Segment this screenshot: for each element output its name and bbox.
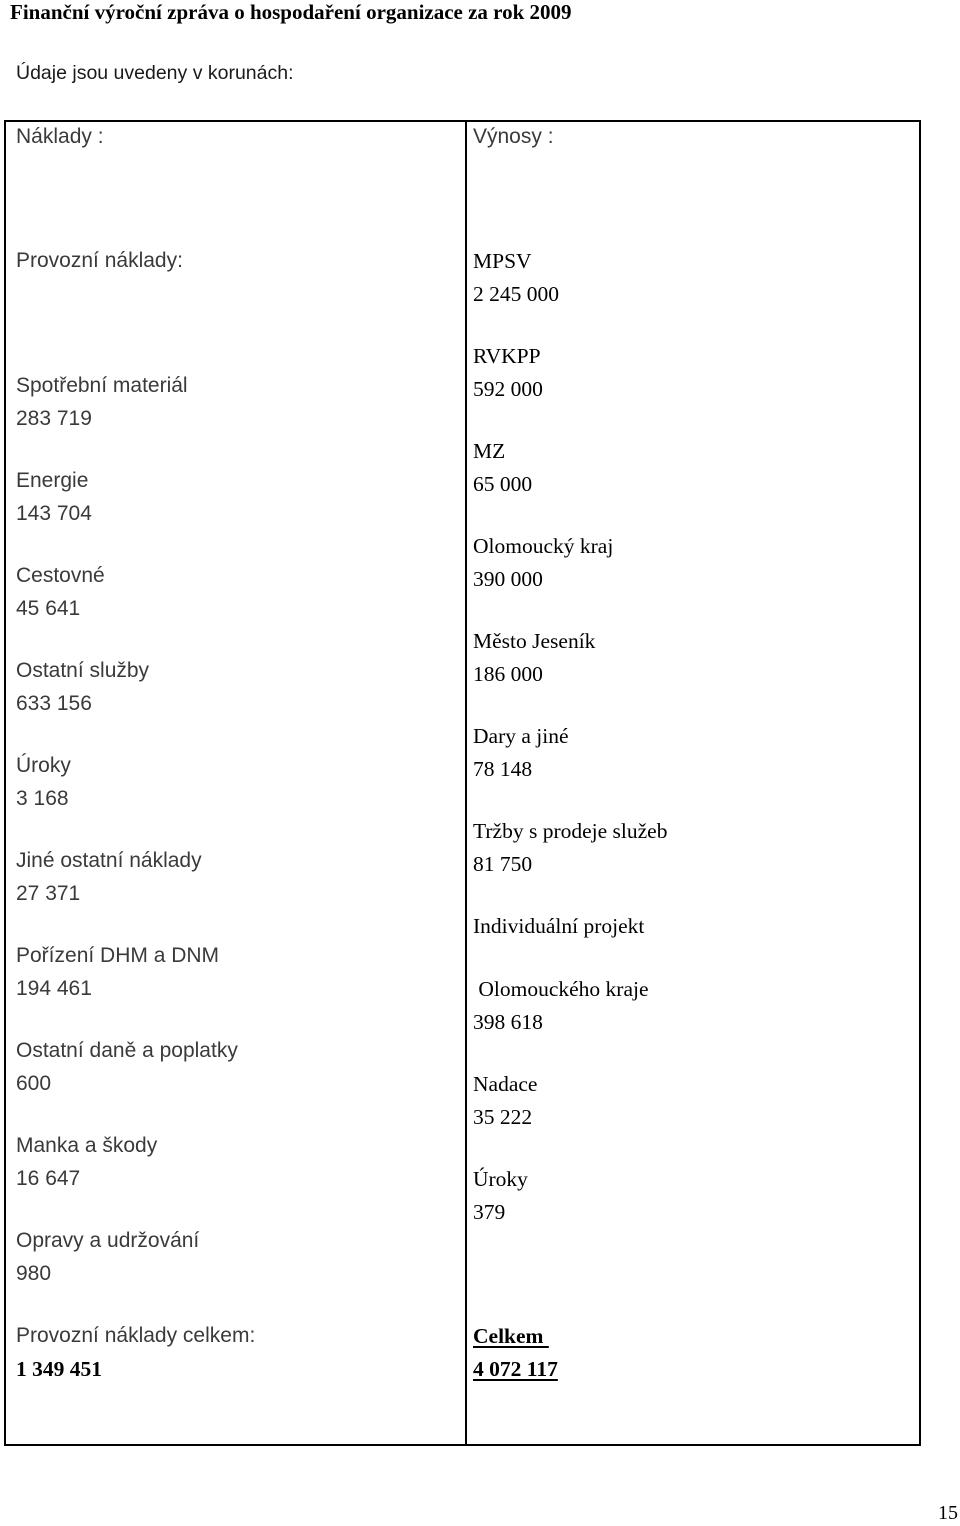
- costs-column: [16, 122, 456, 1444]
- revenues-total-value: 4 072 117: [473, 1357, 558, 1381]
- cost-item-value: 600: [16, 1072, 52, 1095]
- revenue-item-label: MPSV: [473, 249, 532, 273]
- revenue-item-value: 65 000: [473, 472, 533, 496]
- page-number: 15: [938, 1502, 958, 1524]
- revenue-item-label-line2: Olomouckého kraje: [473, 977, 649, 1001]
- cost-item-value: 16 647: [16, 1167, 81, 1190]
- cost-item-value: 283 719: [16, 407, 92, 430]
- cost-item-label: Úroky: [16, 754, 71, 777]
- cost-item-value: 45 641: [16, 597, 81, 620]
- revenues-header: Výnosy :: [473, 125, 554, 148]
- cost-item-value: 980: [16, 1262, 52, 1285]
- revenue-item-label: Úroky: [473, 1167, 528, 1191]
- financial-table: [4, 120, 921, 1446]
- revenue-item-label: Město Jeseník: [473, 629, 596, 653]
- cost-item-label: Ostatní daně a poplatky: [16, 1039, 238, 1062]
- cost-item-label: Jiné ostatní náklady: [16, 849, 202, 872]
- currency-note: Údaje jsou uvedeny v korunách:: [16, 62, 294, 84]
- revenue-item-label: Individuální projekt: [473, 914, 645, 938]
- revenues-total-label: Celkem: [473, 1324, 549, 1348]
- cost-item-value: 633 156: [16, 692, 92, 715]
- cost-item-label: Manka a škody: [16, 1134, 158, 1157]
- revenue-item-value: 390 000: [473, 567, 543, 591]
- revenue-item-value: 398 618: [473, 1010, 543, 1034]
- revenue-item-value: 186 000: [473, 662, 543, 686]
- costs-section-label: Provozní náklady:: [16, 249, 183, 272]
- cost-item-label: Spotřební materiál: [16, 374, 188, 397]
- cost-item-value: 3 168: [16, 787, 69, 810]
- revenue-item-label: Nadace: [473, 1072, 538, 1096]
- costs-header: Náklady :: [16, 125, 104, 148]
- revenue-item-label: Dary a jiné: [473, 724, 569, 748]
- report-title: Finanční výroční zpráva o hospodaření organizace za rok 2009: [10, 0, 572, 24]
- revenue-item-label: MZ: [473, 439, 506, 463]
- revenue-item-value: 379: [473, 1200, 506, 1224]
- cost-item-label: Cestovné: [16, 564, 105, 587]
- revenue-item-label: RVKPP: [473, 344, 541, 368]
- revenue-item-value: 78 148: [473, 757, 533, 781]
- revenue-item-value: 81 750: [473, 852, 533, 876]
- cost-item-label: Pořízení DHM a DNM: [16, 944, 220, 967]
- column-divider: [465, 122, 467, 1444]
- revenue-item-label: Tržby s prodeje služeb: [473, 819, 668, 843]
- cost-item-value: 194 461: [16, 977, 92, 1000]
- costs-total-label: Provozní náklady celkem:: [16, 1324, 256, 1347]
- cost-item-label: Energie: [16, 469, 89, 492]
- cost-item-value: 27 371: [16, 882, 81, 905]
- revenue-item-value: 592 000: [473, 377, 543, 401]
- costs-total-value: 1 349 451: [16, 1357, 102, 1381]
- cost-item-label: Opravy a udržování: [16, 1229, 200, 1252]
- cost-item-value: 143 704: [16, 502, 92, 525]
- revenues-column: [473, 122, 913, 1444]
- cost-item-label: Ostatní služby: [16, 659, 150, 682]
- revenue-item-value: 35 222: [473, 1105, 533, 1129]
- revenue-item-value: 2 245 000: [473, 282, 559, 306]
- revenue-item-label: Olomoucký kraj: [473, 534, 614, 558]
